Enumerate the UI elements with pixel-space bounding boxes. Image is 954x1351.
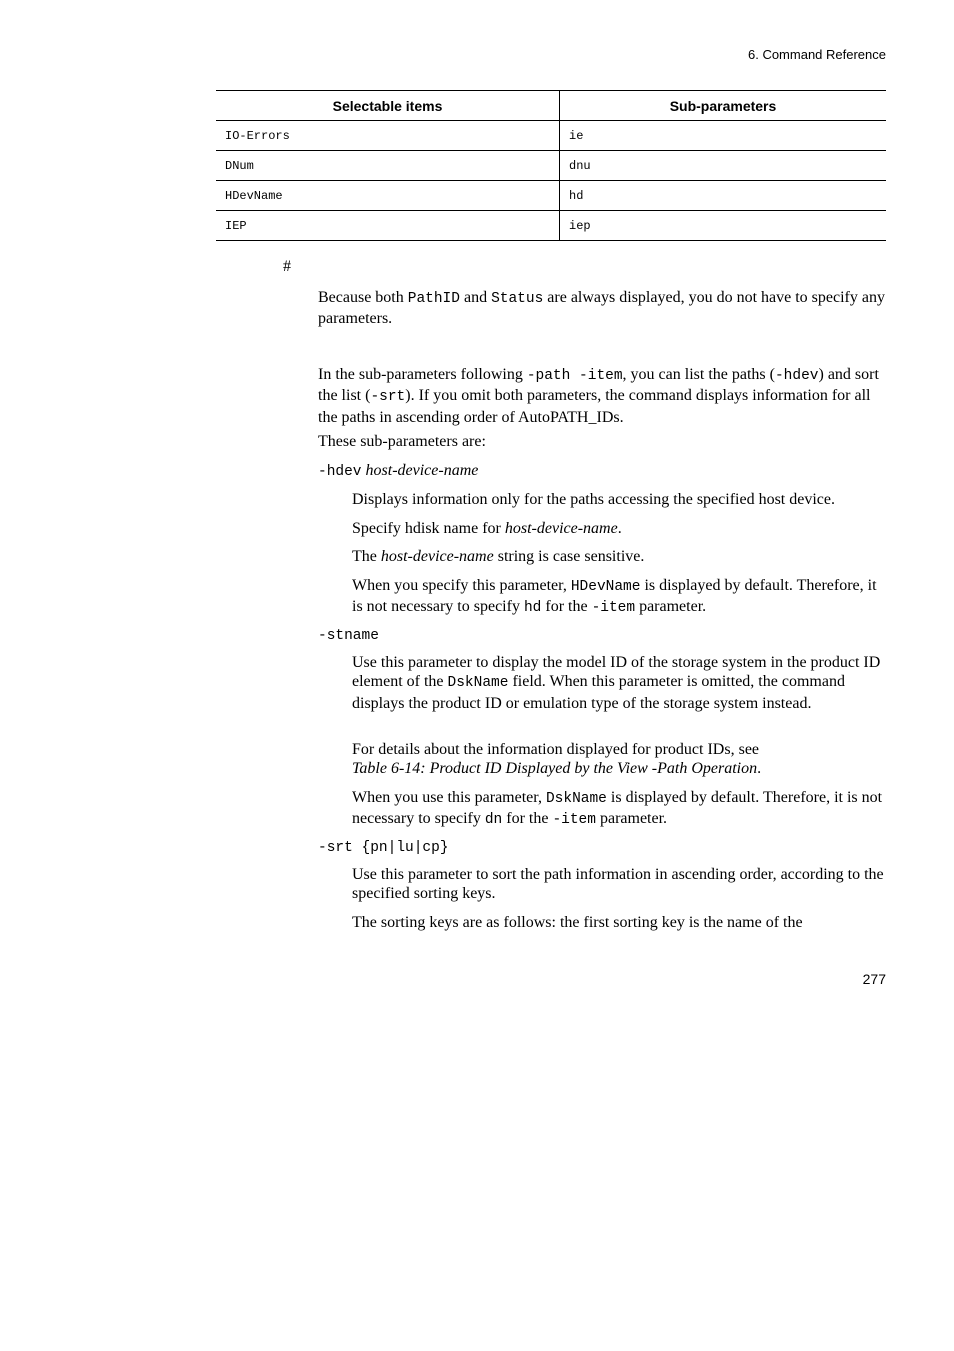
table-row bbox=[216, 211, 886, 241]
footnote-text: Because both PathID and Status are always displayed, you do not have to specify any parameters. bbox=[318, 289, 885, 328]
table-header-row bbox=[216, 91, 886, 121]
table-cell-item: IEP bbox=[216, 211, 560, 241]
column-header-selectable-items: Selectable items bbox=[216, 91, 560, 121]
table-row bbox=[216, 151, 886, 181]
term-stname: -stname bbox=[318, 628, 379, 644]
term-srt: -srt {pn|lu|cp} bbox=[318, 840, 449, 856]
hdev-description-3: The host-device-name string is case sensitive. bbox=[352, 548, 645, 565]
page-number: 277 bbox=[862, 971, 886, 987]
table-cross-reference: Table 6-14: Product ID Displayed by the View -Path Operation bbox=[352, 760, 758, 778]
table-cell-item: IO-Errors bbox=[216, 121, 560, 151]
table-cell-subparam: dnu bbox=[560, 151, 887, 181]
hdev-description-1: Displays information only for the paths accessing the specified host device. bbox=[352, 491, 835, 508]
table-row bbox=[216, 181, 886, 211]
intro-paragraph: In the sub-parameters following -path -item, you can list the paths (-hdev) and sort the list (-srt). If you omit both parameters, the command displays information for all the paths in ascending order of AutoPATH_IDs. bbox=[318, 366, 879, 426]
table-cell-subparam: hd bbox=[560, 181, 887, 211]
running-head: 6. Command Reference bbox=[747, 47, 886, 62]
selectable-items-table bbox=[216, 90, 886, 241]
stname-description-2: For details about the information displayed for product IDs, see Table 6-14: Product ID Displayed by the View -Path Operation. bbox=[352, 741, 762, 778]
stname-description-1: Use this parameter to display the model ID of the storage system in the product ID element of the DskName field. When this parameter is omitted, the command displays the product ID or emulation type of the storage system instead. bbox=[352, 654, 881, 712]
table-cell-item: HDevName bbox=[216, 181, 560, 211]
sub-parameters-lead: These sub-parameters are: bbox=[318, 433, 486, 450]
hdev-description-4: When you specify this parameter, HDevName is displayed by default. Therefore, it is not necessary to specify hd for the -item parameter. bbox=[352, 577, 877, 617]
stname-description-3: When you use this parameter, DskName is displayed by default. Therefore, it is not necessary to specify dn for the -item parameter. bbox=[352, 789, 883, 829]
table-cell-subparam: iep bbox=[560, 211, 887, 241]
srt-description-1: Use this parameter to sort the path information in ascending order, according to the specified sorting keys. bbox=[352, 866, 884, 903]
footnote-mark: # bbox=[283, 258, 291, 275]
hdev-description-2: Specify hdisk name for host-device-name. bbox=[352, 520, 622, 537]
table-cell-subparam: ie bbox=[560, 121, 887, 151]
term-hdev: -hdev host-device-name bbox=[318, 462, 479, 480]
column-header-sub-parameters: Sub-parameters bbox=[560, 91, 887, 121]
table-cell-item: DNum bbox=[216, 151, 560, 181]
table-row bbox=[216, 121, 886, 151]
srt-description-2: The sorting keys are as follows: the first sorting key is the name of the bbox=[352, 914, 803, 931]
